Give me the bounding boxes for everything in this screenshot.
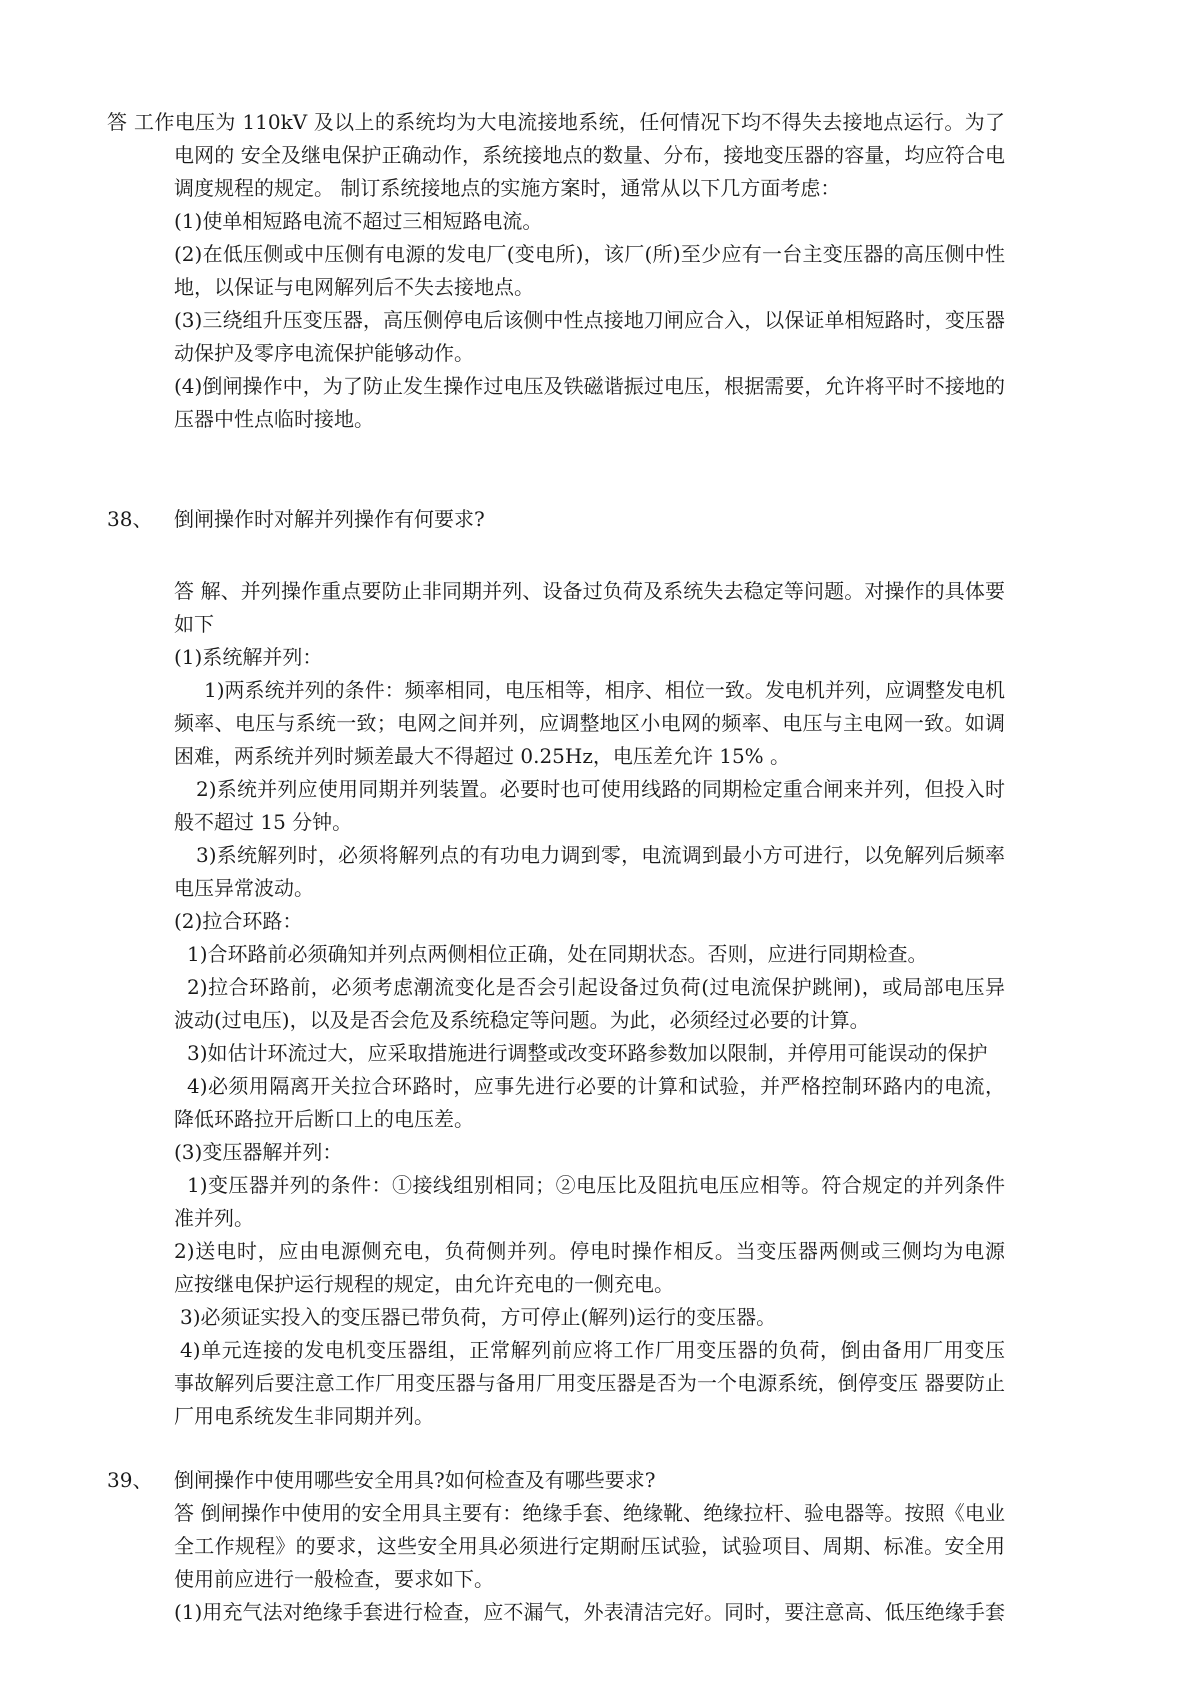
answer-line: (2)在低压侧或中压侧有电源的发电厂(变电所)，该厂(所)至少应有一台主变压器的高压侧中性 (174, 242, 1005, 266)
answer-line: (3)变压器解并列： (174, 1140, 343, 1164)
answer-line: 答 工作电压为 110kV 及以上的系统均为大电流接地系统，任何情况下均不得失去接地点运行。为了 (107, 110, 1005, 134)
answer-line: (2)拉合环路： (174, 909, 303, 933)
answer-line: 1)合环路前必须确知并列点两侧相位正确，处在同期状态。否则，应进行同期检查。 (187, 942, 928, 966)
answer-line: 答 解、并列操作重点要防止非同期并列、设备过负荷及系统失去稳定等问题。对操作的具体要 (174, 579, 1005, 603)
answer-line: 降低环路拉开后断口上的电压差。 (174, 1107, 474, 1131)
answer-line: 波动(过电压)，以及是否会危及系统稳定等问题。为此，必须经过必要的计算。 (174, 1008, 870, 1032)
answer-line: 1)变压器并列的条件：①接线组别相同；②电压比及阻抗电压应相等。符合规定的并列条件 (187, 1173, 1005, 1197)
answer-line: 4)必须用隔离开关拉合环路时，应事先进行必要的计算和试验，并严格控制环路内的电流， (187, 1074, 1005, 1098)
question-text: 倒闸操作中使用哪些安全用具?如何检查及有哪些要求? (174, 1468, 656, 1492)
answer-line: 般不超过 15 分钟。 (174, 810, 353, 834)
answer-line: 地，以保证与电网解列后不失去接地点。 (174, 275, 534, 299)
answer-line: 事故解列后要注意工作厂用变压器与备用厂用变压器是否为一个电源系统，倒停变压 器要防止 (174, 1371, 1005, 1395)
answer-line: 2)送电时，应由电源侧充电，负荷侧并列。停电时操作相反。当变压器两侧或三侧均为电源 (174, 1239, 1005, 1263)
answer-line: 厂用电系统发生非同期并列。 (174, 1404, 434, 1428)
answer-line: 频率、电压与系统一致；电网之间并列，应调整地区小电网的频率、电压与主电网一致。如调 (174, 711, 1005, 735)
answer-line: 2)系统并列应使用同期并列装置。必要时也可使用线路的同期检定重合闸来并列，但投入时 (196, 777, 1005, 801)
answer-line: 4)单元连接的发电机变压器组，正常解列前应将工作厂用变压器的负荷，倒由备用厂用变压 (180, 1338, 1005, 1362)
answer-line: 2)拉合环路前，必须考虑潮流变化是否会引起设备过负荷(过电流保护跳闸)，或局部电压异 (187, 975, 1005, 999)
answer-line: 如下 (174, 612, 214, 636)
answer-line: (1)用充气法对绝缘手套进行检查，应不漏气，外表清洁完好。同时，要注意高、低压绝缘手套 (174, 1600, 1005, 1624)
answer-line: 电网的 安全及继电保护正确动作，系统接地点的数量、分布，接地变压器的容量，均应符合电 (174, 143, 1005, 167)
answer-line: 3)如估计环流过大，应采取措施进行调整或改变环路参数加以限制，并停用可能误动的保护 (187, 1041, 988, 1065)
answer-line: 困难，两系统并列时频差最大不得超过 0.25Hz，电压差允许 15% 。 (174, 744, 791, 768)
answer-line: 3)系统解列时，必须将解列点的有功电力调到零，电流调到最小方可进行，以免解列后频率 (196, 843, 1005, 867)
answer-line: 3)必须证实投入的变压器已带负荷，方可停止(解列)运行的变压器。 (180, 1305, 777, 1329)
answer-line: 1)两系统并列的条件：频率相同，电压相等，相序、相位一致。发电机并列，应调整发电机 (204, 678, 1005, 702)
answer-line: 答 倒闸操作中使用的安全用具主要有：绝缘手套、绝缘靴、绝缘拉杆、验电器等。按照《电业 (174, 1501, 1005, 1525)
question-text: 倒闸操作时对解并列操作有何要求? (174, 507, 485, 531)
answer-line: 使用前应进行一般检查，要求如下。 (174, 1567, 494, 1591)
question-number: 38、 (107, 507, 153, 531)
question-number: 39、 (107, 1468, 153, 1492)
answer-line: 电压异常波动。 (174, 876, 314, 900)
answer-line: 动保护及零序电流保护能够动作。 (174, 341, 474, 365)
answer-line: (1)系统解并列： (174, 645, 323, 669)
answer-line: (4)倒闸操作中，为了防止发生操作过电压及铁磁谐振过电压，根据需要，允许将平时不接地的 (174, 374, 1005, 398)
answer-line: 调度规程的规定。 制订系统接地点的实施方案时，通常从以下几方面考虑： (174, 176, 841, 200)
answer-line: 压器中性点临时接地。 (174, 407, 374, 431)
answer-line: 应按继电保护运行规程的规定，由允许充电的一侧充电。 (174, 1272, 674, 1296)
answer-line: 准并列。 (174, 1206, 254, 1230)
answer-line: (3)三绕组升压变压器，高压侧停电后该侧中性点接地刀闸应合入，以保证单相短路时，变压器 (174, 308, 1005, 332)
answer-line: (1)使单相短路电流不超过三相短路电流。 (174, 209, 543, 233)
answer-line: 全工作规程》的要求，这些安全用具必须进行定期耐压试验，试验项目、周期、标准。安全用 (174, 1534, 1005, 1558)
